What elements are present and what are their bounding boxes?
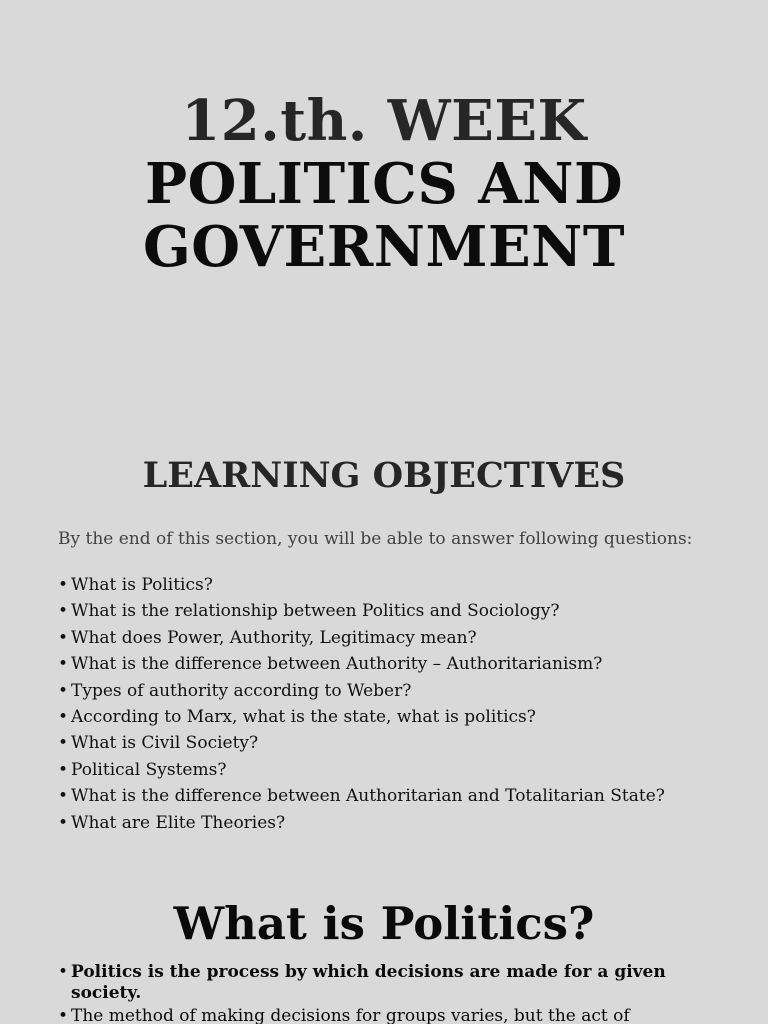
learning-objectives-heading: LEARNING OBJECTIVES <box>142 455 626 496</box>
section-body-list <box>58 962 718 1024</box>
objective-text: Types of authority according to Weber? <box>71 680 412 701</box>
objective-text: What is Civil Society? <box>71 733 259 754</box>
bullet-icon: • <box>58 786 69 807</box>
bullet-icon: • <box>58 575 69 595</box>
bullet-icon: • <box>58 680 69 701</box>
list-item <box>58 810 748 836</box>
list-item <box>58 730 748 756</box>
bullet-icon: • <box>58 601 69 622</box>
objective-text: What does Power, Authority, Legitimacy mean? <box>71 627 477 648</box>
bullet-icon: • <box>58 654 69 675</box>
bullet-icon: • <box>58 1006 69 1024</box>
list-item <box>58 1006 718 1024</box>
objectives-intro: By the end of this section, you will be able to answer following questions: <box>58 529 693 549</box>
title-government: GOVERNMENT <box>142 214 625 280</box>
objective-text: What is the relationship between Politics and Sociology? <box>71 601 560 622</box>
bullet-icon: • <box>58 812 69 833</box>
title-politics-and: POLITICS AND <box>144 151 624 217</box>
bullet-icon: • <box>58 962 69 982</box>
bullet-icon: • <box>58 733 69 754</box>
objective-text: What is the difference between Authoritarian and Totalitarian State? <box>71 786 665 807</box>
list-item <box>58 572 748 598</box>
list-item <box>58 783 748 809</box>
list-item <box>58 625 748 651</box>
list-item <box>58 962 718 1004</box>
title-week: 12.th. WEEK <box>181 88 587 154</box>
slide-title <box>0 90 768 279</box>
body-text: Politics is the process by which decisions are made for a given society. <box>71 962 666 1003</box>
objectives-list <box>58 572 748 836</box>
list-item <box>58 678 748 704</box>
list-item <box>58 757 748 783</box>
what-is-politics-heading: What is Politics? <box>173 897 595 950</box>
objective-text: What are Elite Theories? <box>71 812 286 833</box>
objective-text: According to Marx, what is the state, what is politics? <box>71 707 536 728</box>
objective-text: Political Systems? <box>71 759 227 780</box>
list-item <box>58 598 748 624</box>
objective-text: What is Politics? <box>71 575 213 595</box>
list-item <box>58 704 748 730</box>
bullet-icon: • <box>58 627 69 648</box>
bullet-icon: • <box>58 759 69 780</box>
body-text: The method of making decisions for groups varies, but the act of <box>71 1006 630 1024</box>
objective-text: What is the difference between Authority – Authoritarianism? <box>71 654 603 675</box>
list-item <box>58 651 748 677</box>
bullet-icon: • <box>58 707 69 728</box>
